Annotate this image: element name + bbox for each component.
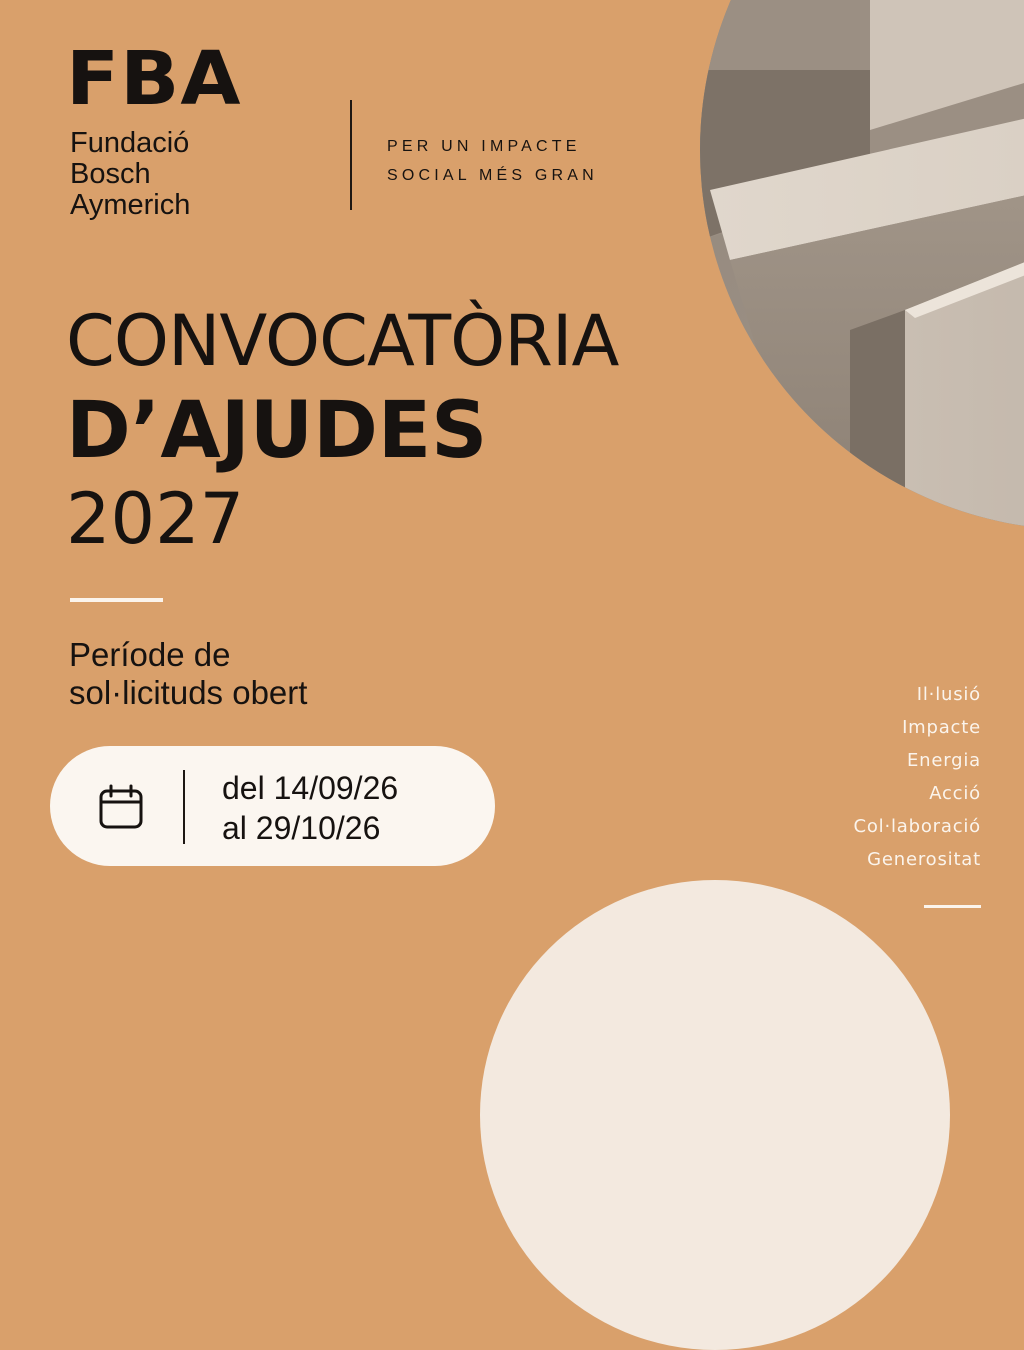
period-line: Període de (69, 636, 231, 673)
tagline (387, 132, 598, 190)
brand-name-line: Aymerich (70, 189, 191, 221)
brand-name-line: Bosch (70, 158, 151, 190)
period-line: sol·licituds obert (69, 674, 308, 711)
tagline-line: SOCIAL MÉS GRAN (387, 167, 598, 184)
value-item: Acció (929, 783, 981, 804)
header-divider (350, 100, 352, 210)
date-to: al 29/10/26 (222, 810, 381, 846)
title-year: 2027 (66, 478, 245, 560)
values-underline (924, 905, 981, 908)
pill-divider (183, 770, 185, 844)
brand-logo: FBA (66, 36, 242, 122)
value-item: Generositat (867, 849, 981, 870)
value-item: Il·lusió (916, 684, 981, 705)
calendar-icon (98, 784, 144, 830)
title-underline (70, 598, 163, 602)
period-text (69, 636, 307, 712)
title-line-1: CONVOCATÒRIA (66, 300, 619, 382)
brand-name (70, 128, 190, 221)
decorative-circle (480, 880, 950, 1350)
value-item: Impacte (902, 717, 981, 738)
value-item: Energia (907, 750, 981, 771)
tagline-line: PER UN IMPACTE (387, 138, 581, 155)
date-range (222, 768, 398, 848)
date-range-pill (50, 746, 495, 866)
brand-name-line: Fundació (70, 127, 190, 159)
concrete-steps-image (700, 0, 1024, 530)
title-line-2: D’AJUDES (66, 386, 488, 476)
values-list (853, 678, 981, 876)
date-from: del 14/09/26 (222, 770, 399, 806)
value-item: Col·laboració (853, 816, 981, 837)
